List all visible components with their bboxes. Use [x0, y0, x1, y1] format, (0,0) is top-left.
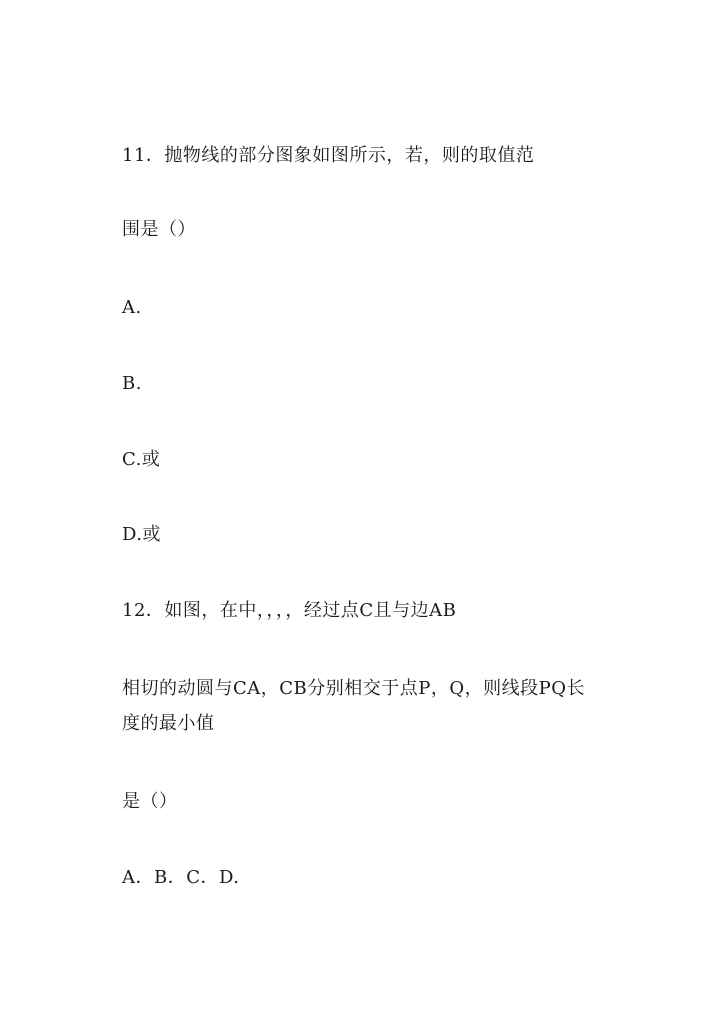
question-11-option-b: B.: [122, 373, 142, 394]
question-11-option-d: D.或: [122, 524, 162, 545]
question-12-options: A．B．C．D.: [122, 867, 240, 888]
question-12-stem-line2: 相切的动圆与CA，CB分别相交于点P，Q，则线段PQ长: [122, 678, 586, 699]
question-12-stem-line3: 度的最小值: [122, 713, 215, 734]
question-11-option-c: C.或: [122, 449, 161, 470]
question-11-option-a: A.: [122, 297, 142, 318]
question-12-stem-line4: 是（）: [122, 791, 178, 812]
question-11-stem-line2: 围是（）: [122, 219, 196, 240]
question-11-stem-line1: 11．抛物线的部分图象如图所示，若，则的取值范: [122, 145, 535, 166]
question-12-stem-line1: 12．如图，在中，，，，经过点C且与边AB: [122, 600, 457, 621]
